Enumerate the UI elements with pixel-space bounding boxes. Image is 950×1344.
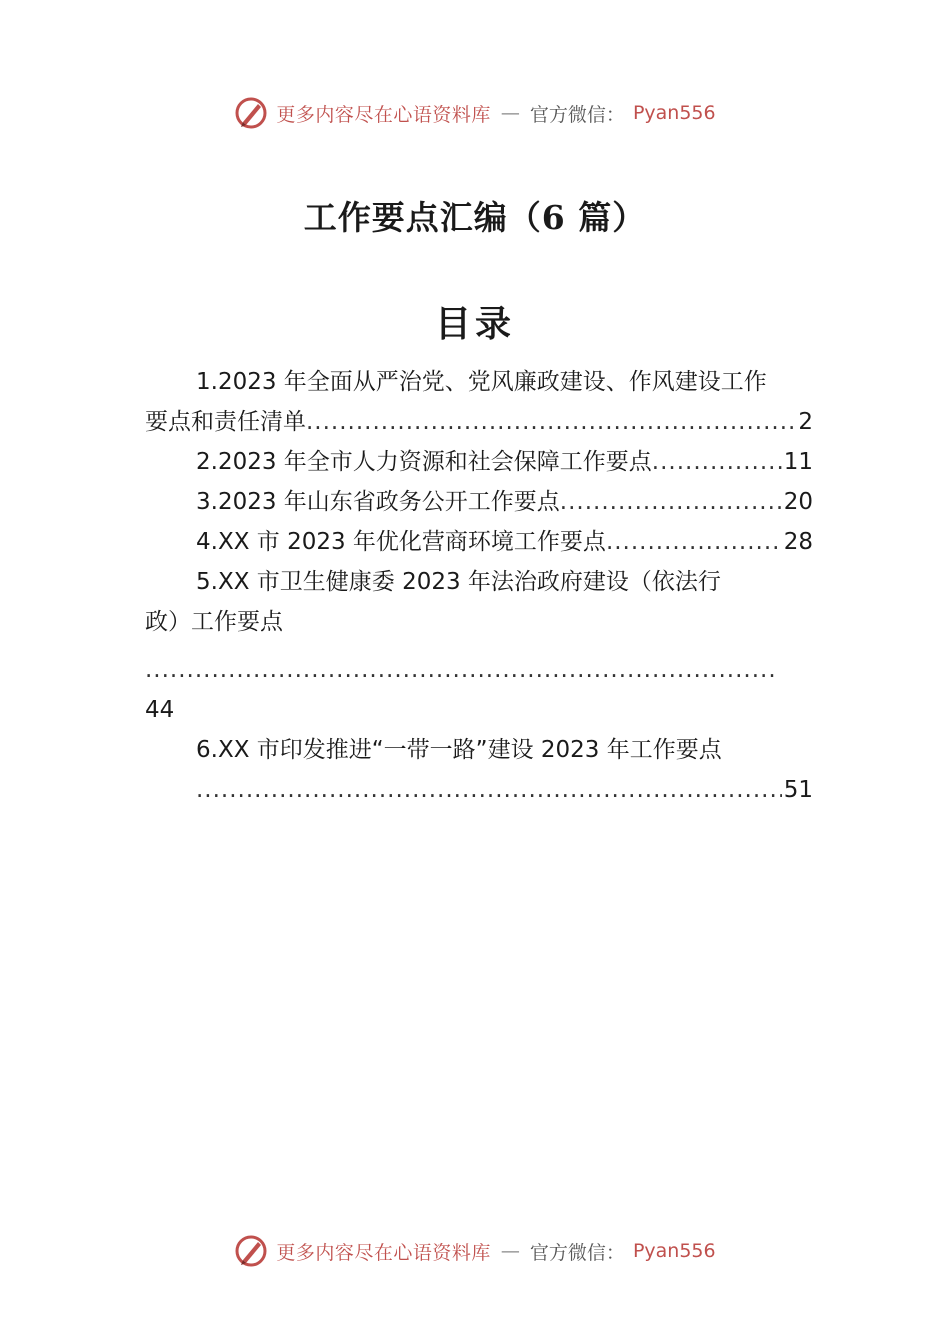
footer-watermark: [0, 1234, 950, 1268]
toc-item-3-leader: [560, 482, 782, 522]
toc-item-1-title-part-2: 要点和责任清单: [145, 409, 306, 435]
toc-item-1-leader: [306, 402, 796, 442]
quill-logo-icon: [234, 1234, 268, 1268]
quill-logo-icon: [234, 96, 268, 130]
toc-item-6-title: 6.XX 市印发推进“一带一路”建设 2023 年工作要点: [196, 737, 722, 763]
toc-item-4-page: 28: [783, 529, 813, 555]
toc-item-6-page: 51: [783, 777, 813, 803]
toc-item-4-leader: [606, 522, 782, 562]
toc-item-2[interactable]: [145, 442, 813, 482]
table-of-contents: [145, 362, 813, 810]
toc-heading: 目录: [434, 303, 515, 345]
watermark-text: 更多内容尽在心语资料库: [276, 1241, 491, 1264]
toc-item-4-title: 4.XX 市 2023 年优化营商环境工作要点: [196, 529, 606, 555]
toc-item-5-leader: [145, 650, 775, 690]
watermark-wechat-id: Pyan556: [632, 1240, 716, 1262]
toc-item-5-leader-line: [145, 642, 813, 690]
toc-item-5-line-1[interactable]: [145, 562, 813, 602]
watermark-text: 更多内容尽在心语资料库: [276, 103, 491, 126]
toc-item-1-title-part-1: 1.2023 年全面从严治党、党风廉政建设、作风建设工作: [196, 369, 767, 395]
watermark-separator: —: [500, 1240, 520, 1262]
toc-item-3-title: 3.2023 年山东省政务公开工作要点: [196, 489, 560, 515]
toc-item-5-line-2[interactable]: [145, 602, 813, 642]
toc-item-6-line-2[interactable]: [145, 770, 813, 810]
watermark-separator: —: [500, 102, 520, 124]
document-title: 工作要点汇编（6 篇）: [303, 198, 647, 237]
toc-item-5-title-part-2: 政）工作要点: [145, 609, 283, 635]
toc-item-1-page: 2: [798, 409, 813, 435]
toc-item-2-title: 2.2023 年全市人力资源和社会保障工作要点: [196, 449, 652, 475]
toc-item-2-page: 11: [783, 449, 813, 475]
toc-item-5-title-part-1: 5.XX 市卫生健康委 2023 年法治政府建设（依法行: [196, 569, 721, 595]
watermark-wechat-label: 官方微信：: [529, 103, 625, 126]
toc-item-2-leader: [652, 442, 782, 482]
toc-item-1-line-1[interactable]: [145, 362, 813, 402]
watermark-wechat-id: Pyan556: [632, 102, 716, 124]
toc-item-5-page-line[interactable]: [145, 690, 813, 730]
toc-item-1-line-2[interactable]: [145, 402, 813, 442]
toc-item-3-page: 20: [783, 489, 813, 515]
header-watermark: [0, 96, 950, 130]
toc-item-4[interactable]: [145, 522, 813, 562]
toc-item-6-leader: [196, 770, 782, 810]
toc-item-5-page: 44: [145, 697, 175, 723]
watermark-wechat-label: 官方微信：: [529, 1241, 625, 1264]
toc-item-3[interactable]: [145, 482, 813, 522]
toc-item-6-line-1[interactable]: [145, 730, 813, 770]
